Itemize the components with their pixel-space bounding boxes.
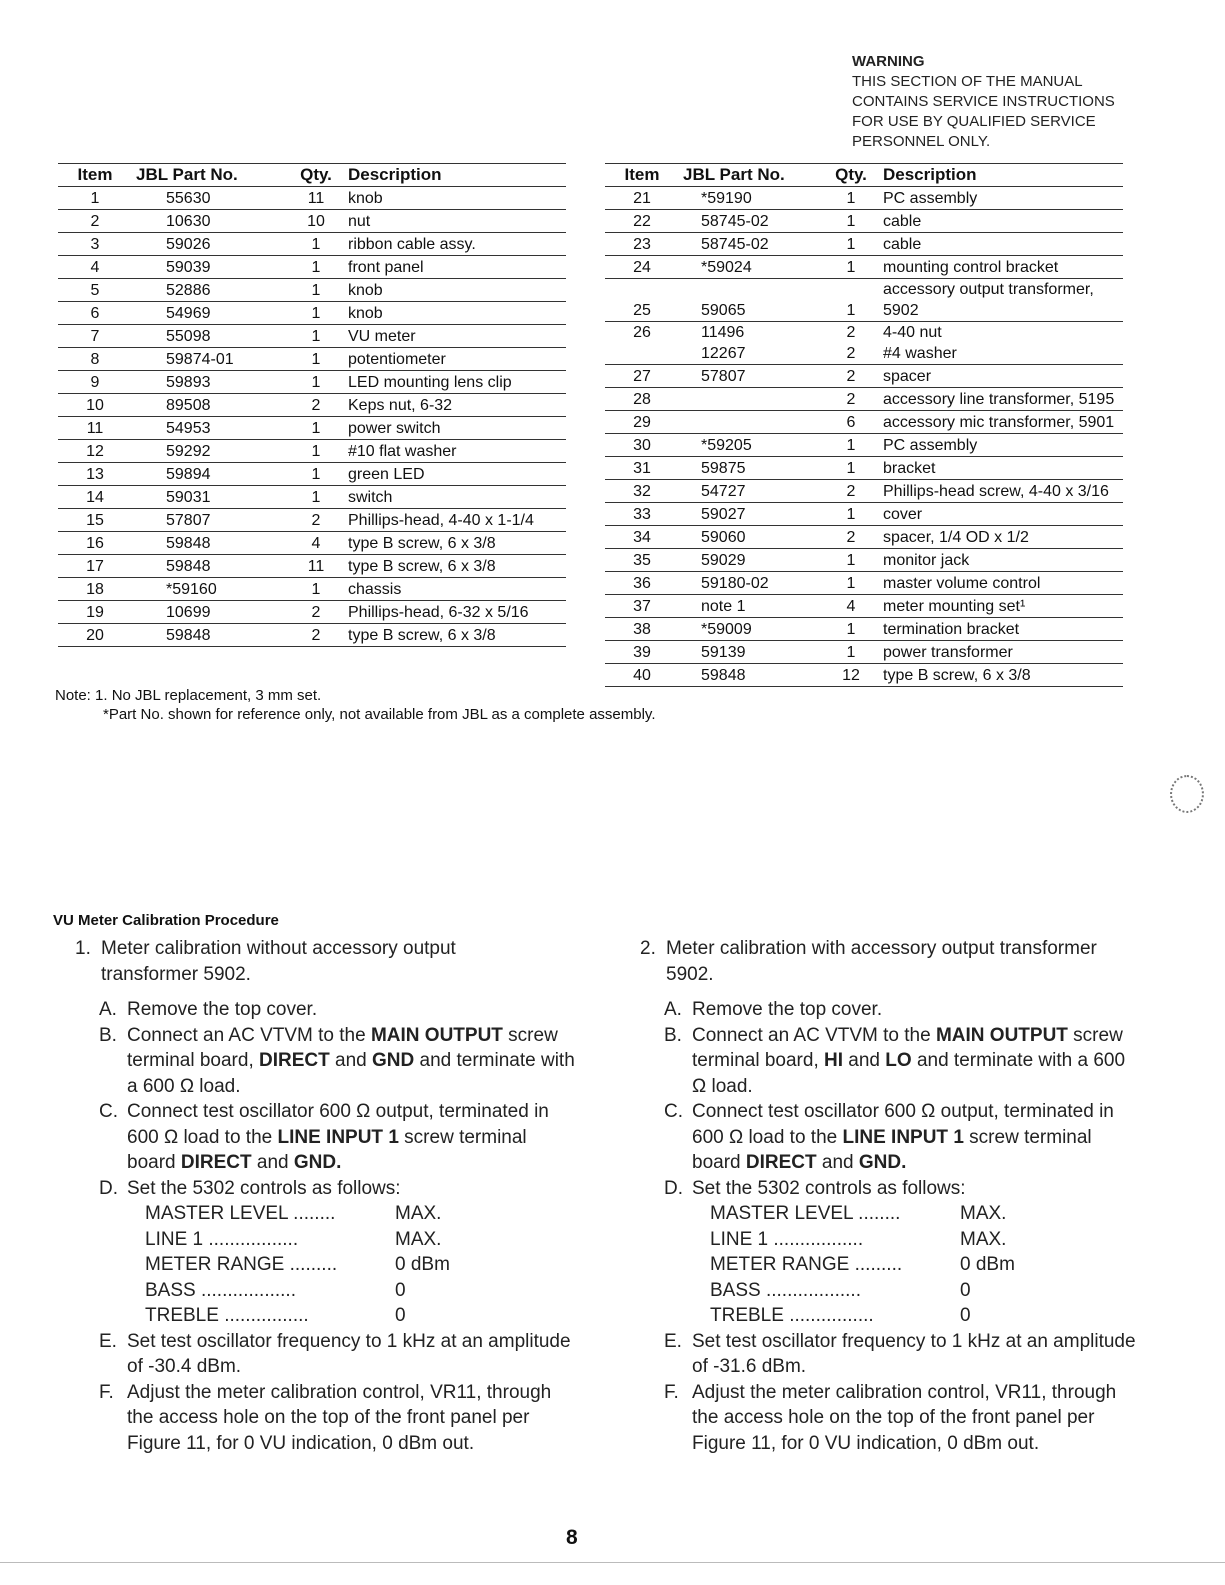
table-row [605,322,1123,365]
page-number: 8 [566,1526,578,1549]
cell-qty: 1 [823,233,879,256]
cell-desc: knob [344,187,566,210]
substep-letter: D. [99,1177,118,1199]
cell-item: 25 [605,279,679,322]
cell-desc: type B screw, 6 x 3/8 [344,624,566,647]
substep-a [664,997,1140,1023]
table-row [58,486,566,509]
cell-item: 10 [58,394,132,417]
binder-hole-icon [1170,775,1204,813]
cell-desc: cover [879,503,1123,526]
table-row [58,555,566,578]
table-row [58,233,566,256]
cell-desc: cable [879,210,1123,233]
substep-letter: B. [664,1024,682,1046]
substep-b [99,1023,575,1100]
cell-item: 5 [58,279,132,302]
cell-item: 30 [605,434,679,457]
control-row: BASS .................. 0 [145,1279,406,1301]
cell-desc: accessory line transformer, 5195 [879,388,1123,411]
cell-part: 59848 [132,624,288,647]
table-row [58,624,566,647]
substep-letter: C. [99,1101,118,1122]
cell-part [679,411,823,434]
cell-qty: 1 [823,210,879,233]
cell-desc: type B screw, 6 x 3/8 [879,664,1123,687]
cell-part: 59893 [132,371,288,394]
cell-desc: green LED [344,463,566,486]
cell-qty: 1 [823,503,879,526]
cell-desc: PC assembly [879,187,1123,210]
cell-item: 12 [58,440,132,463]
substep-letter: A. [99,999,117,1020]
cell-part: 54969 [132,302,288,325]
table-row [605,279,1123,322]
cell-item: 26 [605,322,679,365]
table-row [605,210,1123,233]
cell-desc: type B screw, 6 x 3/8 [344,555,566,578]
cell-part: 54727 [679,480,823,503]
cell-item: 9 [58,371,132,394]
substep-letter: D. [664,1177,683,1199]
cell-part: 52886 [132,279,288,302]
cell-desc: VU meter [344,325,566,348]
table-row [605,233,1123,256]
cell-item: 33 [605,503,679,526]
cell-desc: Phillips-head screw, 4-40 x 3/16 [879,480,1123,503]
substep-letter: C. [664,1101,683,1122]
cell-qty: 2 [288,509,344,532]
cell-desc: master volume control [879,572,1123,595]
substep-text: Remove the top cover. [692,999,883,1020]
substep-d [664,1176,1140,1202]
table-row [605,480,1123,503]
step-heading [75,936,575,987]
cell-qty: 2 [823,388,879,411]
table-row [58,187,566,210]
cell-item: 24 [605,256,679,279]
cell-qty: 2 [823,480,879,503]
cell-qty: 1 [823,434,879,457]
col-header-desc: Description [879,164,1123,187]
cell-qty: 11 [288,555,344,578]
substep-a [99,997,575,1023]
substep-c [664,1099,1140,1176]
table-row [58,348,566,371]
step-number: 2. [640,938,656,959]
cell-item: 21 [605,187,679,210]
table-row [605,411,1123,434]
table-row [58,532,566,555]
table-row [605,434,1123,457]
table-row [58,325,566,348]
table-row [58,394,566,417]
cell-item: 27 [605,365,679,388]
table-notes [55,686,855,724]
cell-qty: 1 [823,279,879,322]
cell-part: 59875 [679,457,823,480]
table-row [58,601,566,624]
cell-item: 8 [58,348,132,371]
cell-qty: 1 [823,641,879,664]
cell-desc: PC assembly [879,434,1123,457]
table-row [58,256,566,279]
cell-part: 59027 [679,503,823,526]
substep-text: Connect test oscillator 600 Ω output, terminated in 600 Ω load to the LINE INPUT 1 screw terminal board DIRECT and GND. [127,1101,549,1173]
substep-f [664,1380,1140,1457]
cell-desc: type B screw, 6 x 3/8 [344,532,566,555]
substep-text: Set the 5302 controls as follows: [692,1177,966,1199]
cell-item: 36 [605,572,679,595]
table-row [58,210,566,233]
cell-desc: bracket [879,457,1123,480]
col-header-desc: Description [344,164,566,187]
cell-qty: 1 [823,549,879,572]
cell-part: *59160 [132,578,288,601]
cell-qty: 6 [823,411,879,434]
cell-desc: meter mounting set¹ [879,595,1123,618]
control-row: MASTER LEVEL ........ MAX. [145,1203,442,1224]
cell-desc: 4-40 nut #4 washer [879,322,1123,365]
table-row [605,572,1123,595]
cell-qty: 1 [288,578,344,601]
cell-desc: switch [344,486,566,509]
table-row [605,365,1123,388]
cell-qty: 4 [823,595,879,618]
control-row: TREBLE ................ 0 [145,1305,406,1326]
cell-part: 11496 12267 [679,322,823,365]
cell-desc: monitor jack [879,549,1123,572]
cell-part: *59009 [679,618,823,641]
col-header-part: JBL Part No. [132,164,288,187]
cell-qty: 2 [288,601,344,624]
cell-part: 57807 [679,365,823,388]
table-row [605,549,1123,572]
table-row [58,279,566,302]
substep-letter: E. [664,1330,682,1352]
cell-desc: mounting control bracket [879,256,1123,279]
cell-desc: Keps nut, 6-32 [344,394,566,417]
cell-item: 6 [58,302,132,325]
step-title: Meter calibration without accessory output transformer 5902. [101,938,456,985]
cell-item: 19 [58,601,132,624]
control-row: LINE 1 ................. MAX. [145,1228,442,1250]
cell-item: 40 [605,664,679,687]
substep-f [99,1380,575,1457]
cell-part: 10699 [132,601,288,624]
substep-letter: F. [99,1381,114,1403]
control-row: LINE 1 ................. MAX. [710,1228,1007,1250]
table-row [605,618,1123,641]
table-row [605,664,1123,687]
cell-desc: LED mounting lens clip [344,371,566,394]
substep-text: Connect test oscillator 600 Ω output, terminated in 600 Ω load to the LINE INPUT 1 screw terminal board DIRECT and GND. [692,1101,1114,1173]
table-row [605,641,1123,664]
substep-text: Set test oscillator frequency to 1 kHz at an amplitude of -30.4 dBm. [127,1330,571,1377]
cell-qty: 1 [288,302,344,325]
cell-part: 59894 [132,463,288,486]
cell-desc: termination bracket [879,618,1123,641]
col-header-qty: Qty. [823,164,879,187]
substep-text: Set the 5302 controls as follows: [127,1177,401,1199]
table-row [58,302,566,325]
cell-desc: spacer, 1/4 OD x 1/2 [879,526,1123,549]
cell-item: 29 [605,411,679,434]
cell-part: 59180-02 [679,572,823,595]
col-header-item: Item [605,164,679,187]
cell-item: 32 [605,480,679,503]
table-row [58,371,566,394]
table-row [58,509,566,532]
control-row: MASTER LEVEL ........ MAX. [710,1203,1007,1224]
table-row [605,595,1123,618]
cell-part: 55098 [132,325,288,348]
cell-desc: spacer [879,365,1123,388]
cell-part: *59190 [679,187,823,210]
cell-desc: Phillips-head, 4-40 x 1-1/4 [344,509,566,532]
step-title: Meter calibration with accessory output transformer 5902. [666,938,1097,985]
table-row [58,440,566,463]
cell-item: 7 [58,325,132,348]
substep-c [99,1099,575,1176]
cell-item: 1 [58,187,132,210]
cell-item: 38 [605,618,679,641]
cell-item: 15 [58,509,132,532]
cell-part: 55630 [132,187,288,210]
warning-line: FOR USE BY QUALIFIED SERVICE [852,113,1096,130]
substep-letter: E. [99,1330,117,1352]
cell-desc: knob [344,302,566,325]
cell-qty: 1 [288,325,344,348]
cell-qty: 2 [288,624,344,647]
warning-title: WARNING [852,53,925,70]
substep-letter: B. [99,1024,117,1046]
cell-item: 18 [58,578,132,601]
cell-part: *59205 [679,434,823,457]
cell-item: 13 [58,463,132,486]
cell-qty: 1 [288,279,344,302]
table-row [58,463,566,486]
cell-item: 20 [58,624,132,647]
table-row [58,417,566,440]
cell-part: note 1 [679,595,823,618]
cell-part: 59065 [679,279,823,322]
note-1: Note: 1. No JBL replacement, 3 mm set. [55,687,322,704]
cell-qty: 2 [823,365,879,388]
cell-qty: 1 [288,440,344,463]
cell-part: 89508 [132,394,288,417]
substep-text: Adjust the meter calibration control, VR11, through the access hole on the top of the front panel per Figure 11, for 0 VU indication, 0 dBm out. [127,1381,552,1454]
cell-part: 59039 [132,256,288,279]
table-header-row [605,164,1123,187]
cell-qty: 11 [288,187,344,210]
procedure-right [640,936,1140,1456]
cell-qty: 12 [823,664,879,687]
cell-desc: cable [879,233,1123,256]
cell-part: 57807 [132,509,288,532]
cell-desc: power switch [344,417,566,440]
cell-part: 59139 [679,641,823,664]
control-row: TREBLE ................ 0 [710,1305,971,1326]
cell-part: 59029 [679,549,823,572]
cell-desc: knob [344,279,566,302]
cell-part: 59026 [132,233,288,256]
cell-item: 39 [605,641,679,664]
cell-qty: 1 [288,256,344,279]
cell-qty: 2 [823,526,879,549]
col-header-item: Item [58,164,132,187]
cell-qty: 1 [288,233,344,256]
cell-qty: 2 2 [823,322,879,365]
cell-item: 23 [605,233,679,256]
substep-letter: A. [664,999,682,1020]
cell-desc: front panel [344,256,566,279]
cell-desc: potentiometer [344,348,566,371]
cell-qty: 1 [288,371,344,394]
cell-part: *59024 [679,256,823,279]
table-row [605,457,1123,480]
cell-part: 59060 [679,526,823,549]
cell-qty: 1 [823,618,879,641]
table-row [605,503,1123,526]
cell-part: 10630 [132,210,288,233]
cell-item: 35 [605,549,679,572]
cell-qty: 1 [288,417,344,440]
table-row [605,526,1123,549]
cell-desc: accessory mic transformer, 5901 [879,411,1123,434]
cell-item: 4 [58,256,132,279]
cell-item: 17 [58,555,132,578]
cell-desc: chassis [344,578,566,601]
cell-item: 11 [58,417,132,440]
cell-part: 58745-02 [679,233,823,256]
cell-qty: 10 [288,210,344,233]
table-row [58,578,566,601]
substep-text: Set test oscillator frequency to 1 kHz at an amplitude of -31.6 dBm. [692,1330,1136,1377]
procedure-left [75,936,575,1456]
cell-qty: 4 [288,532,344,555]
substep-e [664,1329,1140,1380]
cell-desc: power transformer [879,641,1123,664]
warning-box [852,52,1152,152]
warning-line: CONTAINS SERVICE INSTRUCTIONS [852,93,1115,110]
cell-part: 58745-02 [679,210,823,233]
table-header-row [58,164,566,187]
step-heading [640,936,1140,987]
parts-table-right [605,163,1123,687]
cell-part: 59848 [132,555,288,578]
substep-b [664,1023,1140,1100]
control-row: METER RANGE ......... 0 dBm [710,1254,1015,1275]
col-header-part: JBL Part No. [679,164,823,187]
cell-part: 59031 [132,486,288,509]
cell-item: 34 [605,526,679,549]
cell-qty: 1 [823,256,879,279]
control-row: METER RANGE ......... 0 dBm [145,1254,450,1275]
step-number: 1. [75,938,91,959]
cell-item: 14 [58,486,132,509]
cell-part: 59292 [132,440,288,463]
substep-text: Remove the top cover. [127,999,318,1020]
cell-item: 16 [58,532,132,555]
cell-part: 54953 [132,417,288,440]
cell-part: 59848 [679,664,823,687]
cell-part: 59874-01 [132,348,288,371]
page-edge-divider [0,1562,1225,1563]
procedure-title: VU Meter Calibration Procedure [53,912,279,929]
warning-line: PERSONNEL ONLY. [852,133,991,150]
cell-item: 3 [58,233,132,256]
cell-qty: 1 [823,457,879,480]
table-row [605,388,1123,411]
substep-text: Adjust the meter calibration control, VR11, through the access hole on the top of the front panel per Figure 11, for 0 VU indication, 0 dBm out. [692,1381,1117,1454]
cell-qty: 1 [288,348,344,371]
col-header-qty: Qty. [288,164,344,187]
cell-desc: accessory output transformer, 5902 [879,279,1123,322]
control-row: BASS .................. 0 [710,1279,971,1301]
substep-letter: F. [664,1381,679,1403]
cell-part [679,388,823,411]
cell-desc: Phillips-head, 6-32 x 5/16 [344,601,566,624]
substep-e [99,1329,575,1380]
cell-qty: 1 [823,187,879,210]
substep-text: Connect an AC VTVM to the MAIN OUTPUT screw terminal board, DIRECT and GND and terminate with a 600 Ω load. [127,1024,575,1097]
cell-desc: ribbon cable assy. [344,233,566,256]
cell-desc: nut [344,210,566,233]
table-row [605,256,1123,279]
warning-line: THIS SECTION OF THE MANUAL [852,73,1083,90]
cell-qty: 1 [288,486,344,509]
cell-part: 59848 [132,532,288,555]
cell-item: 37 [605,595,679,618]
parts-table-left [58,163,566,647]
cell-qty: 1 [288,463,344,486]
substep-d [99,1176,575,1202]
cell-item: 2 [58,210,132,233]
table-row [605,187,1123,210]
cell-item: 31 [605,457,679,480]
cell-qty: 2 [288,394,344,417]
cell-desc: #10 flat washer [344,440,566,463]
substep-text: Connect an AC VTVM to the MAIN OUTPUT screw terminal board, HI and LO and terminate with a 600 Ω load. [692,1024,1126,1097]
note-2: *Part No. shown for reference only, not available from JBL as a complete assembly. [103,706,656,723]
cell-item: 28 [605,388,679,411]
cell-item: 22 [605,210,679,233]
cell-qty: 1 [823,572,879,595]
